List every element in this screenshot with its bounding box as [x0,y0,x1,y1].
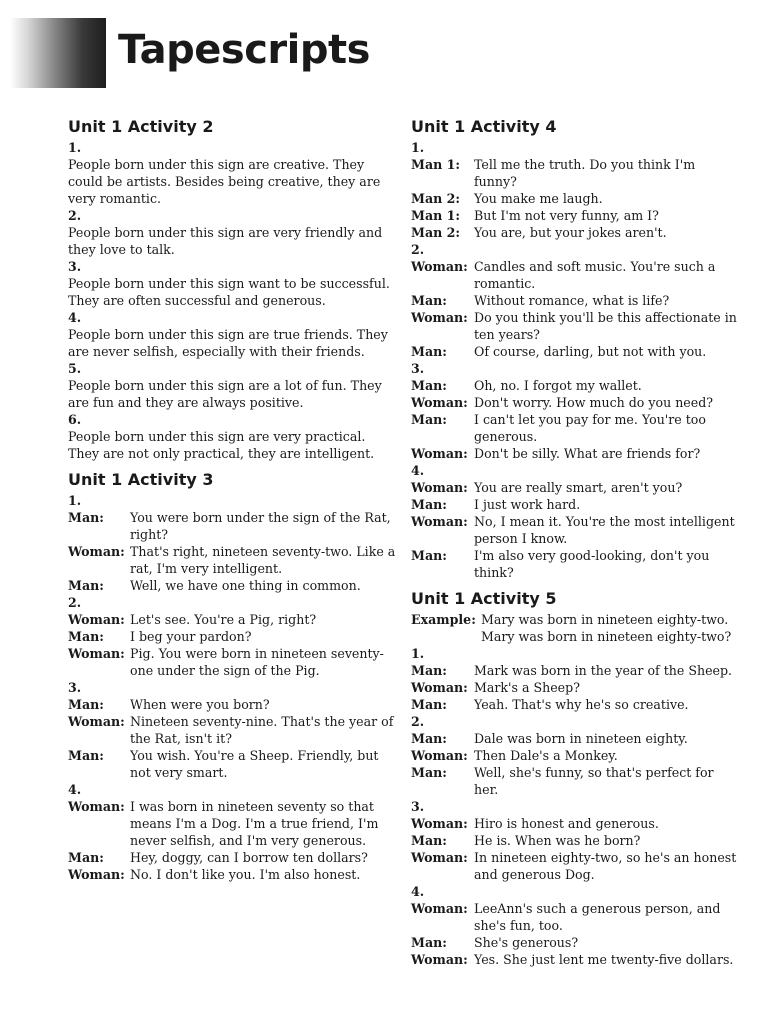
speaker-label: Woman: [411,952,468,967]
speech-text: No. I don't like you. I'm also honest. [130,867,361,882]
speaker-label: Man: [68,629,104,644]
speaker-label: Man 2: [411,225,461,240]
speaker-label: Man: [411,833,447,848]
speech-text: Oh, no. I forgot my wallet. [474,378,642,393]
example-label: Example: [411,612,476,627]
item-number: 2. [68,208,82,223]
speaker-label: Man: [68,510,104,525]
speech-text: LeeAnn's such a generous person, and she's fun, too. [474,901,721,933]
speaker-label: Man: [411,412,447,427]
dialogue-line [411,224,741,241]
item-number: 4. [411,463,425,478]
dialogue-line [68,509,396,543]
speaker-label: Woman: [411,480,468,495]
dialogue-line [411,513,741,547]
speech-text: Dale was born in nineteen eighty. [474,731,688,746]
item-number: 3. [411,361,425,376]
speaker-label: Woman: [411,514,468,529]
item-number: 3. [68,680,82,695]
speaker-label: Man: [411,548,447,563]
dialogue-line [411,258,741,292]
example-text: Mary was born in nineteen eighty-two. [481,612,729,627]
speech-text: Yes. She just lent me twenty-five dollars. [474,952,734,967]
paragraph: People born under this sign are very friendly and they love to talk. [68,225,383,257]
speech-text: I beg your pardon? [130,629,252,644]
speech-text: He is. When was he born? [474,833,641,848]
item-number: 4. [68,782,82,797]
dialogue-line [411,547,741,581]
left-column [68,117,396,891]
speech-text: Tell me the truth. Do you think I'm funny? [474,157,696,189]
speech-text: No, I mean it. You're the most intelligent person I know. [474,514,735,546]
dialogue-line [68,798,396,849]
speaker-label: Man: [68,748,104,763]
header-gradient-bar [10,18,106,88]
dialogue-line [411,900,741,934]
speech-text: Hey, doggy, can I borrow ten dollars? [130,850,368,865]
speaker-label: Woman: [68,714,125,729]
speech-text: Then Dale's a Monkey. [474,748,618,763]
speech-text: Yeah. That's why he's so creative. [474,697,689,712]
item-number: 2. [411,714,425,729]
speaker-label: Woman: [68,544,125,559]
speaker-label: Man: [411,731,447,746]
speech-text: Well, she's funny, so that's perfect for her. [474,765,714,797]
dialogue-line [411,696,741,713]
section-heading: Unit 1 Activity 2 [68,117,214,136]
speaker-label: Woman: [411,259,468,274]
speech-text: In nineteen eighty-two, so he's an honest and generous Dog. [474,850,737,882]
paragraph: People born under this sign want to be successful. They are often successful and generous. [68,276,390,308]
example-line [411,611,741,628]
dialogue-line [68,747,396,781]
speaker-label: Woman: [411,680,468,695]
dialogue-line [411,849,741,883]
speaker-label: Man 1: [411,208,461,223]
speaker-label: Woman: [411,310,468,325]
section-unit1-activity3 [68,470,396,883]
speaker-label: Man: [68,697,104,712]
dialogue-line [411,730,741,747]
speaker-label: Man: [411,765,447,780]
speech-text: Without romance, what is life? [474,293,670,308]
page-title: Tapescripts [118,27,370,73]
speech-text: Hiro is honest and generous. [474,816,659,831]
speaker-label: Woman: [411,395,468,410]
speaker-label: Man: [411,293,447,308]
dialogue-line [411,832,741,849]
speaker-label: Man: [68,578,104,593]
dialogue-line [411,764,741,798]
speaker-label: Man: [411,344,447,359]
dialogue-line [411,207,741,224]
dialogue-line [411,343,741,360]
paragraph: People born under this sign are a lot of fun. They are fun and they are always positive. [68,378,382,410]
dialogue-line [68,713,396,747]
dialogue-line [68,849,396,866]
speech-text: I just work hard. [474,497,581,512]
item-number: 4. [68,310,82,325]
speech-text: I was born in nineteen seventy so that means I'm a Dog. I'm a true friend, I'm never selfish, and I'm very generous. [130,799,379,848]
section-unit1-activity4 [411,117,741,581]
speech-text: Candles and soft music. You're such a romantic. [474,259,716,291]
dialogue-line [411,815,741,832]
speech-text: She's generous? [474,935,579,950]
speaker-label: Woman: [68,799,125,814]
dialogue-line [68,696,396,713]
speech-text: Well, we have one thing in common. [130,578,361,593]
speaker-label: Man 1: [411,157,461,172]
speech-text: You were born under the sign of the Rat, right? [130,510,391,542]
example-question: Mary was born in nineteen eighty-two? [481,629,732,644]
speaker-label: Woman: [411,901,468,916]
item-number: 1. [411,140,425,155]
dialogue-line [411,190,741,207]
speaker-label: Man: [68,850,104,865]
speech-text: You are, but your jokes aren't. [474,225,667,240]
dialogue-line [411,156,741,190]
dialogue-line [411,377,741,394]
dialogue-line [68,628,396,645]
dialogue-line [411,679,741,696]
speech-text: You make me laugh. [474,191,603,206]
speaker-label: Woman: [68,646,125,661]
dialogue-line [411,309,741,343]
item-number: 1. [68,493,82,508]
dialogue-line [411,394,741,411]
dialogue-line [68,611,396,628]
speech-text: Pig. You were born in nineteen seventy-one under the sign of the Pig. [130,646,384,678]
speaker-label: Woman: [411,850,468,865]
speaker-label: Man 2: [411,191,461,206]
dialogue-line [411,747,741,764]
speaker-label: Woman: [411,748,468,763]
dialogue-line [68,645,396,679]
item-number: 3. [411,799,425,814]
speech-text: That's right, nineteen seventy-two. Like a rat, I'm very intelligent. [130,544,396,576]
speech-text: Of course, darling, but not with you. [474,344,707,359]
dialogue-line [68,866,396,883]
dialogue-line [411,662,741,679]
speaker-label: Woman: [411,446,468,461]
dialogue-line [411,496,741,513]
speaker-label: Man: [411,378,447,393]
speech-text: When were you born? [130,697,270,712]
item-number: 4. [411,884,425,899]
speaker-label: Man: [411,663,447,678]
paragraph: People born under this sign are creative. They could be artists. Besides being creative, they are very romantic. [68,157,381,206]
speech-text: You are really smart, aren't you? [474,480,683,495]
dialogue-line [411,951,741,968]
dialogue-line [68,577,396,594]
dialogue-line [411,411,741,445]
speech-text: Let's see. You're a Pig, right? [130,612,317,627]
speech-text: I can't let you pay for me. You're too generous. [474,412,706,444]
speaker-label: Man: [411,935,447,950]
speaker-label: Woman: [68,612,125,627]
item-number: 3. [68,259,82,274]
speech-text: Do you think you'll be this affectionate in ten years? [474,310,737,342]
item-number: 1. [68,140,82,155]
section-heading: Unit 1 Activity 4 [411,117,557,136]
dialogue-line [411,479,741,496]
speech-text: I'm also very good-looking, don't you think? [474,548,710,580]
speech-text: But I'm not very funny, am I? [474,208,659,223]
dialogue-line [411,934,741,951]
right-column [411,117,741,976]
item-number: 1. [411,646,425,661]
speech-text: You wish. You're a Sheep. Friendly, but not very smart. [130,748,379,780]
speaker-label: Woman: [411,816,468,831]
speaker-label: Woman: [68,867,125,882]
dialogue-line [411,292,741,309]
paragraph: People born under this sign are very practical. They are not only practical, they are intelligent. [68,429,375,461]
speaker-label: Man: [411,497,447,512]
speech-text: Don't be silly. What are friends for? [474,446,701,461]
paragraph: People born under this sign are true friends. They are never selfish, especially with their friends. [68,327,388,359]
speech-text: Mark's a Sheep? [474,680,580,695]
section-unit1-activity5 [411,589,741,968]
speaker-label: Man: [411,697,447,712]
item-number: 2. [411,242,425,257]
speech-text: Mark was born in the year of the Sheep. [474,663,733,678]
item-number: 5. [68,361,82,376]
speech-text: Nineteen seventy-nine. That's the year of the Rat, isn't it? [130,714,394,746]
dialogue-line [68,543,396,577]
speech-text: Don't worry. How much do you need? [474,395,714,410]
section-heading: Unit 1 Activity 5 [411,589,557,608]
dialogue-line [411,445,741,462]
item-number: 6. [68,412,82,427]
item-number: 2. [68,595,82,610]
section-heading: Unit 1 Activity 3 [68,470,214,489]
section-unit1-activity2 [68,117,396,462]
